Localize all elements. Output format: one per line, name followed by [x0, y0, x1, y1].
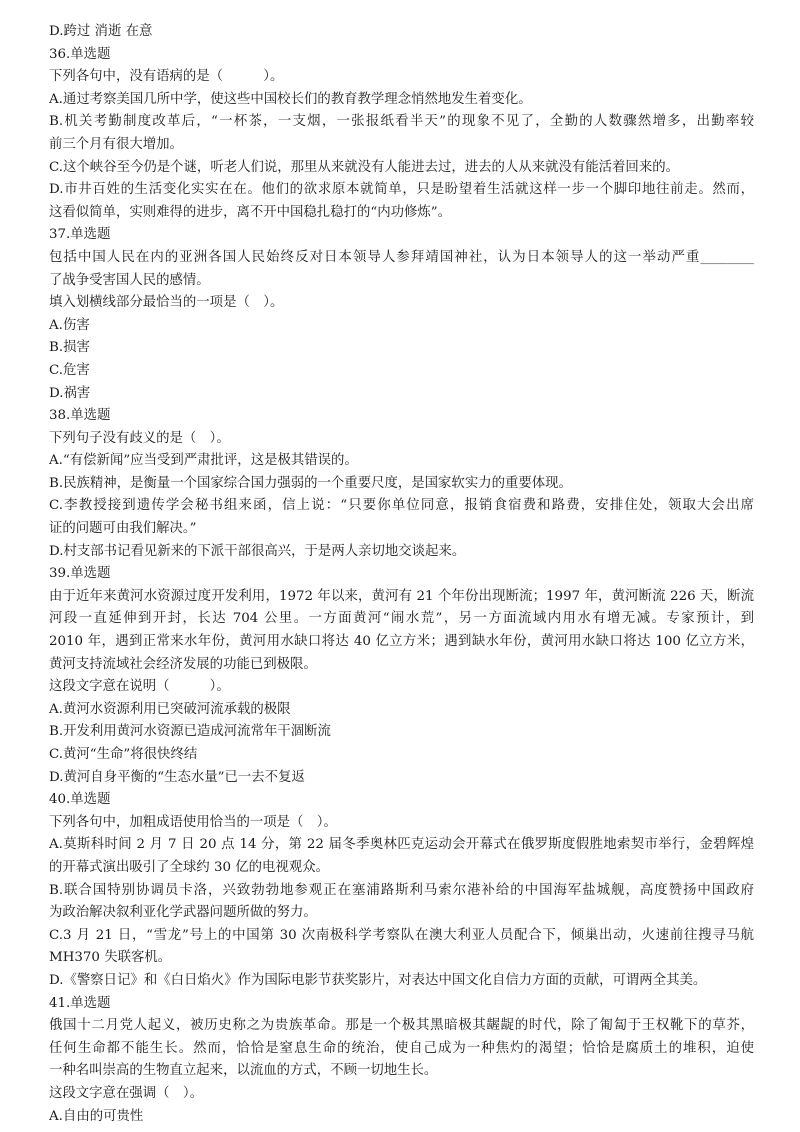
question-stem: 这段文字意在强调（ ）。 — [49, 1085, 203, 1101]
question-number: 41.单选题 — [49, 995, 111, 1011]
option-line: D.市井百姓的生活变化实实在在。他们的欲求原本就简单，只是盼望着生活就这样一步一个脚印地往前走。然而， — [49, 182, 754, 198]
option-line: B.机关考勤制度改革后，“一杯茶，一支烟，一张报纸看半天”的现象不见了，全勤的人数骤然增多，出勤率较 — [49, 114, 754, 130]
option-line: A.自由的可贵性 — [49, 1108, 144, 1124]
option-line: B.联合国特别协调员卡洛，兴致勃勃地参观正在塞浦路斯利马索尔港补给的中国海军盐城舰，高度赞扬中国政府 — [49, 882, 754, 898]
question-number: 37.单选题 — [49, 227, 111, 243]
question-number: 40.单选题 — [49, 792, 111, 808]
option-line: D.《警察日记》和《白日焰火》作为国际电影节获奖影片，对表达中国文化自信力方面的贡献，可谓两全其美。 — [49, 972, 707, 988]
option-line: C.3 月 21 日，“雪龙”号上的中国第 30 次南极科学考察队在澳大利亚人员配合下，倾巢出动，火速前往搜寻马航 — [49, 927, 754, 943]
question-passage-continued: 一种名叫崇高的生物直立起来，以流血的方式，不顾一切地生长。 — [49, 1063, 438, 1079]
option-line: B.民族精神，是衡量一个国家综合国力强弱的一个重要尺度，是国家软实力的重要体现。 — [49, 475, 572, 491]
option-line: A.通过考察美国几所中学，使这些中国校长们的教育教学理念悄然地发生着变化。 — [49, 91, 532, 107]
question-passage-continued: 2010 年，遇到正常来水年份，黄河用水缺口将达 40 亿立方米；遇到缺水年份，黄河用水缺口将达 100 亿立方米， — [49, 634, 754, 650]
option-line: D.黄河自身平衡的“生态水量”已一去不复返 — [49, 769, 305, 785]
option-line-continued: 这看似简单，实则难得的进步，离不开中国稳扎稳打的“内功修炼”。 — [49, 204, 452, 220]
option-line-continued: 证的问题可由我们解决。” — [49, 521, 197, 537]
question-number: 38.单选题 — [49, 408, 111, 424]
question-stem: 下列句子没有歧义的是（ ）。 — [49, 430, 230, 446]
question-number: 36.单选题 — [49, 46, 111, 62]
question-number: 39.单选题 — [49, 566, 111, 582]
question-passage: 包括中国人民在内的亚洲各国人民始终反对日本领导人参拜靖国神社，认为日本领导人的这一举动严重________ — [49, 249, 754, 265]
option-line: C.黄河“生命”将很快终结 — [49, 747, 198, 762]
question-stem: 下列各句中，没有语病的是（ ）。 — [49, 69, 284, 85]
option-line: C.这个峡谷至今仍是个谜，听老人们说，那里从来就没有人能进去过，进去的人从来就没有能活着回来的。 — [49, 159, 679, 175]
option-line: C.危害 — [49, 362, 90, 378]
option-line: D.祸害 — [49, 385, 91, 401]
option-line: B.开发利用黄河水资源已造成河流常年干涸断流 — [49, 724, 331, 740]
question-stem: 下列各句中，加粗成语使用恰当的一项是（ ）。 — [49, 814, 337, 830]
question-passage-continued: 了战争受害国人民的感情。 — [49, 272, 210, 288]
question-passage-continued: 黄河支持流域社会经济发展的功能已到极限。 — [49, 656, 317, 672]
question-passage-continued: 任何生命都不能生长。然而，恰恰是窒息生命的统治，使自己成为一种焦灼的渴望；恰恰是腐质土的堆积，迫使 — [49, 1040, 754, 1056]
option-line: A.“有偿新闻”应当受到严肃批评，这是极其错误的。 — [49, 453, 358, 469]
option-line: B.损害 — [49, 340, 90, 356]
option-line-continued: 的开幕式演出吸引了全球约 30 亿的电视观众。 — [49, 859, 329, 875]
option-line-continued: MH370 失联客机。 — [49, 950, 172, 966]
option-line: A.伤害 — [49, 317, 90, 333]
option-line-continued: 前三个月有很大增加。 — [49, 136, 183, 152]
option-line: C.李教授接到遗传学会秘书组来函，信上说：“只要你单位同意，报销食宿费和路费，安排住处，领取大会出席 — [49, 498, 754, 514]
option-line: D.村支部书记看见新来的下派干部很高兴，于是两人亲切地交谈起来。 — [49, 543, 466, 559]
question-passage-continued: 河段一直延伸到开封，长达 704 公里。一方面黄河“闹水荒”，另一方面流域内用水有增无减。专家预计，到 — [49, 611, 754, 627]
option-line: A.莫斯科时间 2 月 7 日 20 点 14 分，第 22 届冬季奥林匹克运动会开幕式在俄罗斯度假胜地索契市举行，金碧辉煌 — [49, 837, 754, 853]
question-passage: 由于近年来黄河水资源过度开发利用，1972 年以来，黄河有 21 个年份出现断流；1997 年，黄河断流 226 天，断流 — [49, 588, 754, 604]
option-line-continued: 为政治解决叙利亚化学武器问题所做的努力。 — [49, 905, 317, 921]
question-stem: 填入划横线部分最恰当的一项是（ ）。 — [49, 295, 284, 311]
option-line: D.跨过 消逝 在意 — [49, 24, 153, 39]
option-line: A.黄河水资源利用已突破河流承载的极限 — [49, 701, 291, 717]
question-stem: 这段文字意在说明（ ）。 — [49, 679, 230, 695]
question-passage: 俄国十二月党人起义，被历史称之为贵族革命。那是一个极其黑暗极其龌龊的时代，除了匍匐于王权靴下的草芥， — [49, 1018, 754, 1034]
